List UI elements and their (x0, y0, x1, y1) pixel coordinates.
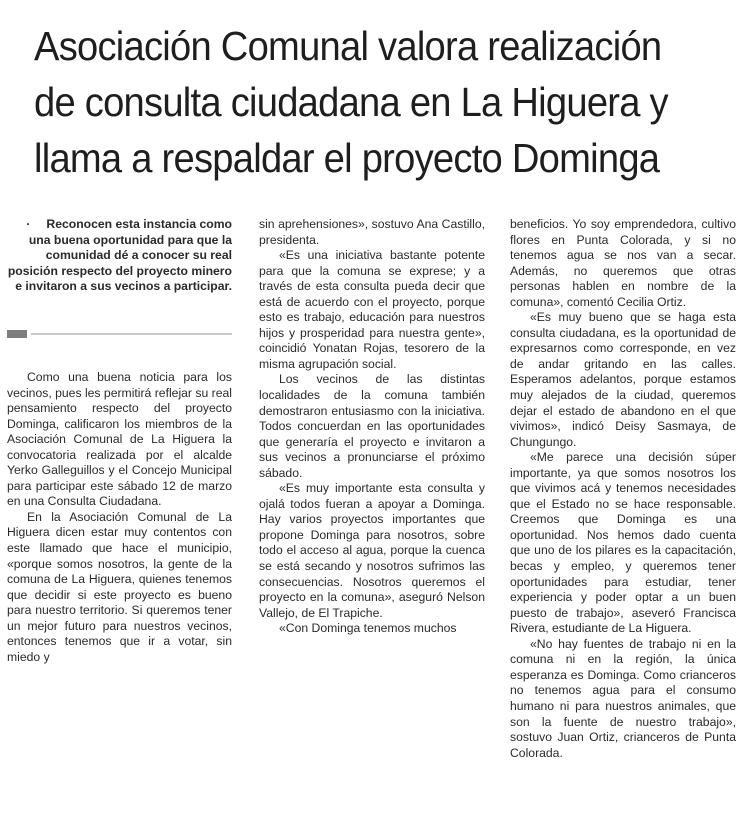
paragraph: «Es muy bueno que se haga esta consulta ciudadana, es la oportunidad de expresarnos como corresponde, en vez de andar gritando en las calles. Esperamos adelantos, porque estamos muy alejados de la ciudad, queremos dejar el estado de abandono en el que vivimos», indicó Deisy Sasmaya, de Chungungo. (510, 310, 736, 449)
paragraph: «Me parece una decisión súper importante, ya que somos nosotros los que vivimos acá y tenemos necesidades que el Estado no se hace responsable. Creemos que Dominga es una oportunidad. Nos hemos dado cuenta que uno de los pilares es la capacitación, becas y empleo, y queremos tener oportunidades para estudiar, tener experiencia y poder optar a un buen puesto de trabajo», aseveró Francisca Rivera, estudiante de La Higuera. (510, 450, 736, 636)
bullet-icon: · (26, 217, 31, 231)
paragraph: Los vecinos de las distintas localidades de la comuna también demostraron entusiasmo con la iniciativa. Todos concuerdan en las oportunidades que generaría el proyecto e invitaron a sus vecinos a pronunciarse el próximo sábado. (259, 372, 485, 480)
headline-line-3: llama a respaldar el proyecto Dominga (34, 135, 660, 181)
lead-text: Reconocen esta instancia como una buena oportunidad para que la comunidad dé a conocer su real posición respecto del proyecto minero e invitaron a sus vecinos a participar. (7, 217, 232, 294)
paragraph: beneficios. Yo soy emprendedora, cultivo flores en Punta Colorada, y si no tenemos agua se nos van a secar. Además, no queremos que otras personas hablen en nombre de la comuna», comentó Cecilia Ortiz. (510, 217, 736, 309)
lead-summary (7, 217, 232, 295)
paragraph: «Es una iniciativa bastante potente para que la comuna se exprese; y a través de esta consulta pueda decir que está de acuerdo con el proyecto, porque esto es trabajo, educación para nuestros hijos y prosperidad para nuestra gente», coincidió Yonatan Rojas, tesorero de la misma agrupación social. (259, 248, 485, 371)
paragraph: En la Asociación Comunal de La Higuera dicen estar muy contentos con este llamado que hace el municipio, «porque somos nosotros, la gente de la comuna de La Higuera, quienes tenemos que decidir si este proyecto es bueno para nuestro territorio. Si queremos tener un mejor futuro para nuestros vecinos, entonces tenemos que ir a votar, sin miedo y (7, 509, 232, 664)
headline (34, 18, 676, 186)
paragraph: Como una buena noticia para los vecinos, pues les permitirá reflejar su real pensamiento respecto del proyecto Dominga, calificaron los miembros de la Asociación Comunal de La Higuera la convocatoria realizada por el alcalde Yerko Galleguillos y el Concejo Municipal para participar este sábado 12 de marzo en una Consulta Ciudadana. (7, 370, 232, 509)
column-3 (510, 217, 736, 761)
column-2 (259, 217, 485, 637)
divider-block (7, 330, 27, 338)
column-1 (7, 370, 232, 665)
paragraph: «Con Dominga tenemos muchos (279, 621, 457, 636)
divider-line (31, 333, 232, 335)
headline-line-1: Asociación Comunal valora realización (34, 23, 662, 69)
paragraph: «Es muy importante esta consulta y ojalá todos fueran a apoyar a Dominga. Hay varios proyectos importantes que propone Dominga para nosotros, sobre todo el acceso al agua, porque la cuenca se está secando y nosotros sufrimos las consecuencias. Nosotros queremos el proyecto en la comuna», aseguró Nelson Vallejo, de El Trapiche. (259, 481, 485, 620)
paragraph: «No hay fuentes de trabajo ni en la comuna ni en la región, la única esperanza es Dominga. Como crianceros no tenemos agua para el consumo humano ni para nuestros animales, que son la fuente de nuestro trabajo», sostuvo Juan Ortiz, crianceros de Punta Colorada. (510, 636, 736, 760)
headline-line-2: de consulta ciudadana en La Higuera y (34, 79, 668, 125)
section-divider (7, 330, 232, 338)
paragraph: sin aprehensiones», sostuvo Ana Castillo, presidenta. (259, 217, 485, 247)
